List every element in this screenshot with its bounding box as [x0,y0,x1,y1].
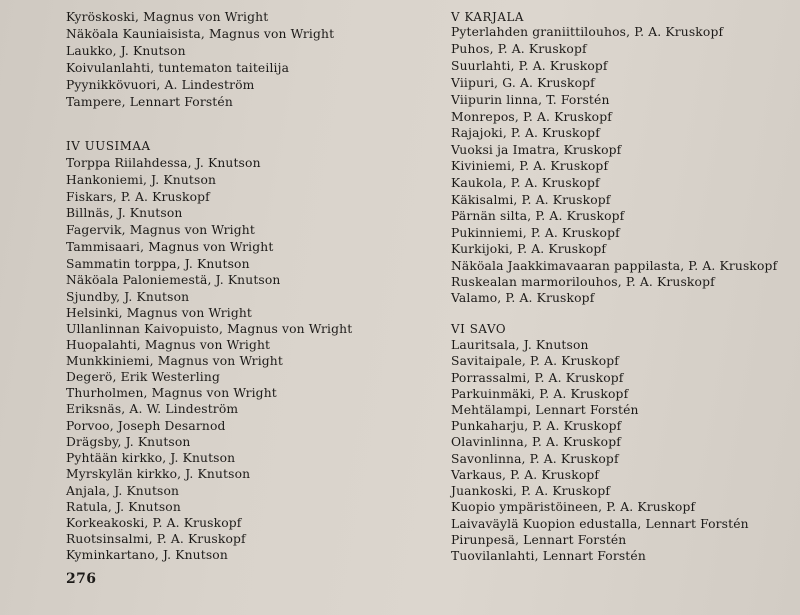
list-item: Myrskylän kirkko, J. Knutson [66,467,251,481]
list-item: Torppa Riilahdessa, J. Knutson [66,156,261,170]
list-item: Munkkiniemi, Magnus von Wright [66,354,283,368]
list-item: Ruotsinsalmi, P. A. Kruskopf [66,532,246,546]
list-item: Pirunpesä, Lennart Forstén [451,533,627,547]
list-item: Savitaipale, P. A. Kruskopf [451,354,619,368]
list-item: Degerö, Erik Westerling [66,370,220,384]
list-item: Tuovilanlahti, Lennart Forstén [451,549,646,563]
list-item: Näköala Kauniaisista, Magnus von Wright [66,27,335,41]
list-item: Koivulanlahti, tuntematon taiteilija [66,61,290,75]
list-item: Laukko, J. Knutson [66,44,186,58]
list-item: Hankoniemi, J. Knutson [66,173,217,187]
list-item: Viipuri, G. A. Kruskopf [451,76,595,90]
list-item: Tammisaari, Magnus von Wright [66,240,274,254]
list-item: Punkaharju, P. A. Kruskopf [451,419,622,433]
list-item: Sjundby, J. Knutson [66,290,190,304]
list-item: Varkaus, P. A. Kruskopf [451,468,600,482]
list-item: Eriksnäs, A. W. Lindeström [66,402,239,416]
list-item: Tampere, Lennart Forstén [66,95,233,109]
list-item: Parkuinmäki, P. A. Kruskopf [451,387,629,401]
list-item: Viipurin linna, T. Forstén [451,93,610,107]
list-item: Thurholmen, Magnus von Wright [66,386,277,400]
list-item: Pärnän silta, P. A. Kruskopf [451,209,625,223]
list-item: Huopalahti, Magnus von Wright [66,338,271,352]
list-item: Laivaväylä Kuopion edustalla, Lennart Forstén [451,517,749,531]
list-item: Drägsby, J. Knutson [66,435,191,449]
list-item: Juankoski, P. A. Kruskopf [451,484,611,498]
list-item: Kurkijoki, P. A. Kruskopf [451,242,607,256]
list-item: Ruskealan marmorilouhos, P. A. Kruskopf [451,275,715,289]
list-item: Suurlahti, P. A. Kruskopf [451,59,608,73]
list-item: Käkisalmi, P. A. Kruskopf [451,193,611,207]
list-item: Ratula, J. Knutson [66,500,181,514]
list-item: Ullanlinnan Kaivopuisto, Magnus von Wright [66,322,353,336]
list-item: Monrepos, P. A. Kruskopf [451,110,612,124]
list-item: Korkeakoski, P. A. Kruskopf [66,516,242,530]
list-item: Pyynikkövuori, A. Lindeström [66,78,255,92]
list-item: Näköala Paloniemestä, J. Knutson [66,273,281,287]
list-item: Puhos, P. A. Kruskopf [451,42,587,56]
list-item: Pyterlahden graniittilouhos, P. A. Kruskopf [451,25,724,39]
list-item: Porvoo, Joseph Desarnod [66,419,226,433]
list-item: Savonlinna, P. A. Kruskopf [451,452,619,466]
list-item: Pukinniemi, P. A. Kruskopf [451,226,620,240]
list-item: Olavinlinna, P. A. Kruskopf [451,435,621,449]
page-number: 276 [66,571,97,587]
list-item: Lauritsala, J. Knutson [451,338,589,352]
list-item: Vuoksi ja Imatra, Kruskopf [451,143,622,157]
list-item: Kiviniemi, P. A. Kruskopf [451,159,609,173]
list-item: Porrassalmi, P. A. Kruskopf [451,371,624,385]
list-item: Näköala Jaakkimavaaran pappilasta, P. A. Kruskopf [451,259,778,273]
list-item: Pyhtään kirkko, J. Knutson [66,451,236,465]
list-item: Rajajoki, P. A. Kruskopf [451,126,600,140]
list-item: Kuopio ympäristöineen, P. A. Kruskopf [451,500,696,514]
list-item: Sammatin torppa, J. Knutson [66,257,250,271]
list-item: Kaukola, P. A. Kruskopf [451,176,600,190]
list-item: Valamo, P. A. Kruskopf [451,291,595,305]
list-item: Anjala, J. Knutson [66,484,180,498]
section-heading-savo: VI SAVO [451,322,507,336]
section-heading-uusimaa: IV UUSIMAA [66,139,151,153]
list-item: Fagervik, Magnus von Wright [66,223,255,237]
list-item: Kyminkartano, J. Knutson [66,548,228,562]
list-item: Kyröskoski, Magnus von Wright [66,10,269,24]
section-heading-karjala: V KARJALA [451,10,525,24]
list-item: Fiskars, P. A. Kruskopf [66,190,210,204]
list-item: Mehtälampi, Lennart Forstén [451,403,639,417]
list-item: Billnäs, J. Knutson [66,206,183,220]
list-item: Helsinki, Magnus von Wright [66,306,253,320]
